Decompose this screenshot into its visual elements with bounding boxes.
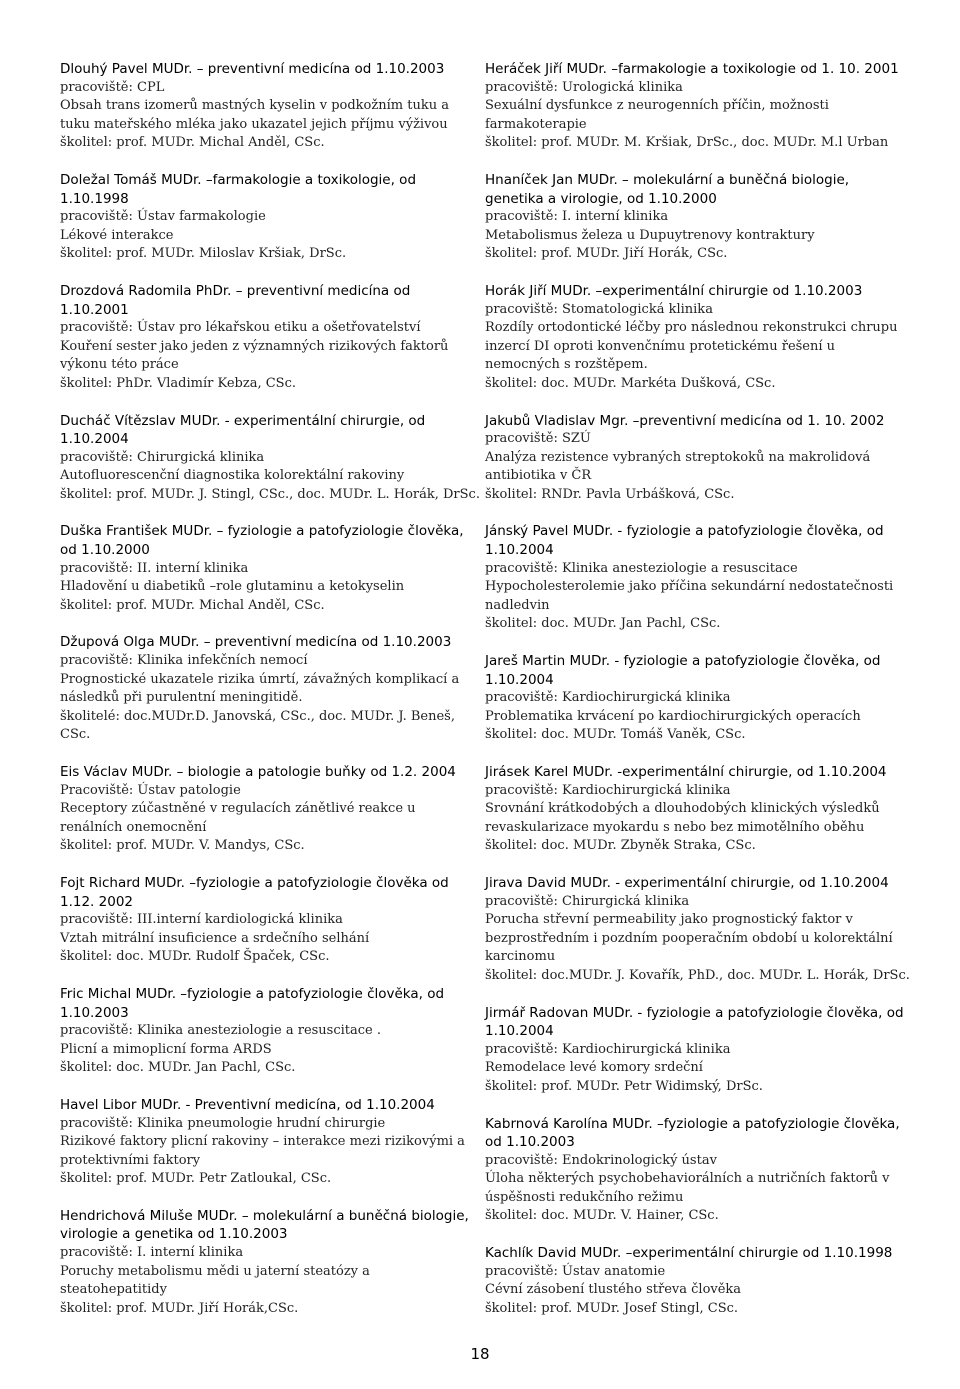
entry-detail-line: pracoviště: Kardiochirurgická klinika xyxy=(485,782,731,798)
dissertation-entry xyxy=(485,522,910,634)
dissertation-entry xyxy=(485,1115,910,1227)
entry-detail-line: pracoviště: Klinika infekčních nemocí xyxy=(60,653,308,669)
entry-detail-line: Pracoviště: Ústav patologie xyxy=(60,782,241,798)
entry-detail-line: školitel: prof. MUDr. Petr Zatloukal, CSc. xyxy=(60,1171,332,1187)
left-column xyxy=(60,60,480,1336)
dissertation-entry xyxy=(485,412,910,505)
dissertation-entry xyxy=(60,171,480,264)
entry-detail-line: pracoviště: SZÚ xyxy=(485,431,591,447)
dissertation-entry xyxy=(485,1004,910,1097)
entry-heading: Jánský Pavel MUDr. - fyziologie a patofyziologie člověka, od 1.10.2004 xyxy=(485,523,884,559)
entry-detail-line: Poruchy metabolismu mědi u jaterní steatózy a steatohepatitidy xyxy=(60,1263,370,1298)
entry-heading: Jirmář Radovan MUDr. - fyziologie a patofyziologie člověka, od 1.10.2004 xyxy=(485,1004,904,1040)
dissertation-entry xyxy=(485,171,910,264)
entry-detail-line: pracoviště: CPL xyxy=(60,79,165,95)
entry-detail-line: školitel: PhDr. Vladimír Kebza, CSc. xyxy=(60,375,296,391)
entry-detail-line: Hladovění u diabetiků –role glutaminu a ketokyselin xyxy=(60,579,405,595)
entry-heading: Jirásek Karel MUDr. -experimentální chirurgie, od 1.10.2004 xyxy=(485,764,887,780)
dissertation-entry xyxy=(60,874,480,967)
entry-detail-line: Plicní a mimoplicní forma ARDS xyxy=(60,1041,272,1057)
entry-detail-line: pracoviště: I. interní klinika xyxy=(485,209,669,225)
entry-detail-line: školitel: prof. MUDr. Michal Anděl, CSc. xyxy=(60,135,325,151)
entry-detail-line: Hypocholesterolemie jako příčina sekundární nedostatečnosti nadledvin xyxy=(485,579,894,613)
dissertation-entry xyxy=(485,1244,910,1318)
entry-detail-line: pracoviště: Ústav anatomie xyxy=(485,1263,666,1279)
entry-detail-line: Rozdíly ortodontické léčby pro následnou rekonstrukci chrupu inzercí DI oproti konvenčnímu protetickému řešení u nemocných s rozštěpem. xyxy=(485,320,898,373)
entry-detail-line: Porucha střevní permeability jako prognostický faktor v bezprostředním i pozdním pooperačním období u kolorektální karcinomu xyxy=(485,912,893,965)
entry-heading: Dlouhý Pavel MUDr. – preventivní medicína od 1.10.2003 xyxy=(60,61,445,77)
entry-detail-line: pracoviště: Kardiochirurgická klinika xyxy=(485,690,731,706)
entry-detail-line: pracoviště: Urologická klinika xyxy=(485,79,683,95)
entry-heading: Drozdová Radomila PhDr. – preventivní medicína od 1.10.2001 xyxy=(60,282,411,318)
entry-detail-line: školitelé: doc.MUDr.D. Janovská, CSc., doc. MUDr. J. Beneš, CSc. xyxy=(60,708,455,743)
entry-detail-line: Kouření sester jako jeden z významných rizikových faktorů výkonu této práce xyxy=(60,338,449,373)
entry-detail-line: Problematika krvácení po kardiochirurgických operacích xyxy=(485,708,861,724)
entry-detail-line: Cévní zásobení tlustého střeva člověka xyxy=(485,1282,742,1298)
entry-detail-line: Úloha některých psychobehaviorálních a nutričních faktorů v úspěšnosti redukčního režimu xyxy=(485,1171,890,1205)
entry-detail-line: pracoviště: Klinika pneumologie hrudní chirurgie xyxy=(60,1115,386,1131)
dissertation-entry xyxy=(60,60,480,153)
entry-detail-line: Metabolismus železa u Dupuytrenovy kontraktury xyxy=(485,227,815,243)
entry-heading: Doležal Tomáš MUDr. –farmakologie a toxikologie, od 1.10.1998 xyxy=(60,171,417,207)
entry-detail-line: pracoviště: Klinika anesteziologie a resuscitace xyxy=(485,560,798,576)
dissertation-entry xyxy=(485,60,910,153)
entry-heading: Duška František MUDr. – fyziologie a patofyziologie člověka, od 1.10.2000 xyxy=(60,523,464,559)
entry-detail-line: Srovnání krátkodobých a dlouhodobých klinických výsledků revaskularizace myokardu s nebo bez mimotělního oběhu xyxy=(485,801,880,835)
entry-detail-line: pracoviště: Chirurgická klinika xyxy=(60,449,265,465)
entry-detail-line: pracoviště: II. interní klinika xyxy=(60,560,249,576)
entry-detail-line: pracoviště: I. interní klinika xyxy=(60,1245,244,1261)
page-number: 18 xyxy=(470,1345,490,1363)
dissertation-entry xyxy=(60,282,480,394)
entry-detail-line: školitel: prof. MUDr. Miloslav Kršiak, DrSc. xyxy=(60,246,347,262)
entry-detail-line: školitel: doc. MUDr. Markéta Dušková, CSc. xyxy=(485,375,776,391)
dissertation-entry xyxy=(485,874,910,986)
entry-detail-line: pracoviště: Stomatologická klinika xyxy=(485,301,713,317)
entry-detail-line: školitel: doc. MUDr. Jan Pachl, CSc. xyxy=(60,1060,296,1076)
entry-heading: Horák Jiří MUDr. –experimentální chirurgie od 1.10.2003 xyxy=(485,282,863,299)
entry-detail-line: Lékové interakce xyxy=(60,227,174,243)
entry-detail-line: Receptory zúčastněné v regulacích zánětlivé reakce u renálních onemocnění xyxy=(60,801,416,835)
entry-detail-line: školitel: prof. MUDr. Jiří Horák,CSc. xyxy=(60,1300,299,1316)
entry-detail-line: školitel: prof. MUDr. Jiří Horák, CSc. xyxy=(485,246,728,262)
entry-detail-line: školitel: doc. MUDr. Rudolf Špaček, CSc. xyxy=(60,949,330,965)
dissertation-entry xyxy=(60,412,480,505)
entry-heading: Fojt Richard MUDr. –fyziologie a patofyziologie člověka od 1.12. 2002 xyxy=(60,874,449,910)
entry-heading: Jareš Martin MUDr. - fyziologie a patofyziologie člověka, od 1.10.2004 xyxy=(485,653,881,688)
entry-detail-line: Prognostické ukazatele rizika úmrtí, závažných komplikací a následků při purulentní meningitidě. xyxy=(60,671,460,706)
dissertation-entry xyxy=(60,522,480,615)
entry-detail-line: školitel: prof. MUDr. J. Stingl, CSc., doc. MUDr. L. Horák, DrSc. xyxy=(60,486,480,502)
entry-detail-line: pracoviště: Chirurgická klinika xyxy=(485,893,690,909)
dissertation-entry xyxy=(485,652,910,745)
entry-detail-line: Sexuální dysfunkce z neurogenních příčin, možnosti farmakoterapie xyxy=(485,98,829,132)
entry-heading: Jakubů Vladislav Mgr. –preventivní medicína od 1. 10. 2002 xyxy=(485,412,885,429)
entry-detail-line: pracoviště: III.interní kardiologická klinika xyxy=(60,912,343,928)
entry-detail-line: školitel: prof. MUDr. M. Kršiak, DrSc., doc. MUDr. M.l Urban xyxy=(485,135,889,151)
entry-heading: Eis Václav MUDr. – biologie a patologie buňky od 1.2. 2004 xyxy=(60,764,456,780)
entry-detail-line: školitel: doc. MUDr. Zbyněk Straka, CSc. xyxy=(485,838,756,854)
entry-heading: Kachlík David MUDr. –experimentální chirurgie od 1.10.1998 xyxy=(485,1245,893,1262)
entry-detail-line: pracoviště: Ústav pro lékařskou etiku a ošetřovatelství xyxy=(60,320,421,336)
entry-heading: Hendrichová Miluše MUDr. – molekulární a buněčná biologie, virologie a genetika od 1.10.2003 xyxy=(60,1207,469,1243)
entry-detail-line: pracoviště: Ústav farmakologie xyxy=(60,209,266,225)
dissertation-entry xyxy=(60,633,480,745)
entry-detail-line: školitel: prof. MUDr. Michal Anděl, CSc. xyxy=(60,597,325,613)
entry-heading: Kabrnová Karolína MUDr. –fyziologie a patofyziologie člověka, od 1.10.2003 xyxy=(485,1115,900,1151)
dissertation-entry xyxy=(60,1096,480,1189)
dissertation-entry xyxy=(60,985,480,1078)
right-column xyxy=(485,60,910,1336)
entry-heading: Heráček Jiří MUDr. –farmakologie a toxikologie od 1. 10. 2001 xyxy=(485,61,899,77)
entry-heading: Fric Michal MUDr. –fyziologie a patofyziologie člověka, od 1.10.2003 xyxy=(60,985,445,1021)
entry-detail-line: školitel: doc. MUDr. V. Hainer, CSc. xyxy=(485,1208,719,1224)
entry-detail-line: Rizikové faktory plicní rakoviny – interakce mezi rizikovými a protektivními faktory xyxy=(60,1134,465,1168)
entry-detail-line: Obsah trans izomerů mastných kyselin v podkožním tuku a tuku mateřského mléka jako ukazatel jejich příjmu výživou xyxy=(60,98,449,132)
entry-heading: Havel Libor MUDr. - Preventivní medicína, od 1.10.2004 xyxy=(60,1096,435,1113)
entry-detail-line: pracoviště: Endokrinologický ústav xyxy=(485,1152,717,1168)
entry-detail-line: Analýza rezistence vybraných streptokoků na makrolidová antibiotika v ČR xyxy=(485,449,871,484)
entry-detail-line: školitel: doc.MUDr. J. Kovařík, PhD., doc. MUDr. L. Horák, DrSc. xyxy=(485,967,910,983)
entry-detail-line: školitel: doc. MUDr. Jan Pachl, CSc. xyxy=(485,616,721,632)
dissertation-entry xyxy=(60,1207,480,1319)
dissertation-entry xyxy=(485,763,910,856)
entry-detail-line: Vztah mitrální insuficience a srdečního selhání xyxy=(60,930,370,946)
entry-detail-line: pracoviště: Klinika anesteziologie a resuscitace . xyxy=(60,1023,382,1039)
entry-detail-line: školitel: prof. MUDr. Petr Widimský, DrSc. xyxy=(485,1078,763,1094)
entry-detail-line: školitel: prof. MUDr. V. Mandys, CSc. xyxy=(60,838,305,854)
entry-heading: Hnaníček Jan MUDr. – molekulární a buněčná biologie, genetika a virologie, od 1.10.2000 xyxy=(485,171,850,207)
entry-detail-line: školitel: doc. MUDr. Tomáš Vaněk, CSc. xyxy=(485,727,746,743)
entry-heading: Ducháč Vítězslav MUDr. - experimentální chirurgie, od 1.10.2004 xyxy=(60,412,426,448)
entry-heading: Jirava David MUDr. - experimentální chirurgie, od 1.10.2004 xyxy=(485,874,889,891)
entry-detail-line: Autofluorescenční diagnostika kolorektální rakoviny xyxy=(60,468,405,484)
entry-detail-line: školitel: prof. MUDr. Josef Stingl, CSc. xyxy=(485,1300,739,1316)
entry-detail-line: pracoviště: Kardiochirurgická klinika xyxy=(485,1041,731,1057)
dissertation-entry xyxy=(485,282,910,394)
entry-heading: Džupová Olga MUDr. – preventivní medicína od 1.10.2003 xyxy=(60,634,452,651)
entry-detail-line: Remodelace levé komory srdeční xyxy=(485,1060,703,1076)
entry-detail-line: školitel: RNDr. Pavla Urbášková, CSc. xyxy=(485,486,735,502)
dissertation-entry xyxy=(60,763,480,856)
